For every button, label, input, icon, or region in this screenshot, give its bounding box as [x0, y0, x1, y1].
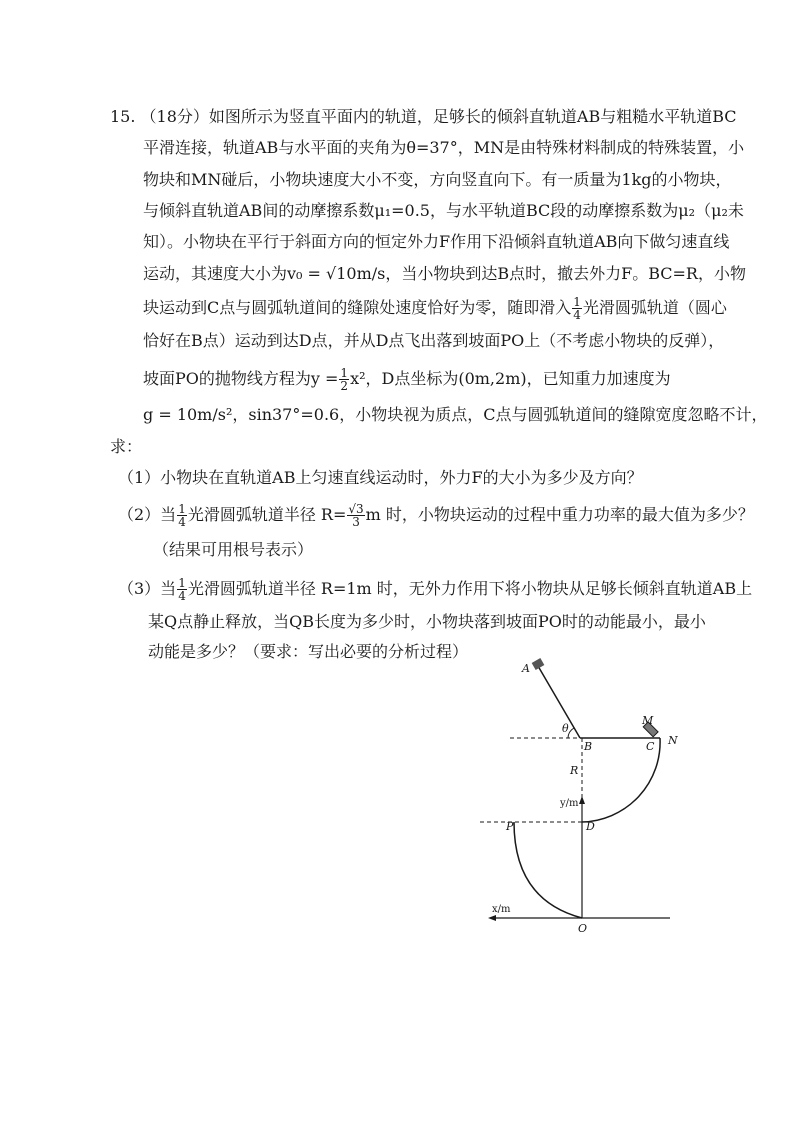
track-diagram — [470, 650, 700, 940]
part-2-note: （结果可用根号表示） — [153, 540, 314, 559]
question-line-9 — [143, 367, 671, 392]
label-c: C — [646, 740, 655, 753]
question-line-6: 运动，其速度大小为v₀ = √10m/s，当小物块到达B点时，撤去外力F。BC=R，小物 — [143, 264, 746, 283]
part-1: （1）小物块在直轨道AB上匀速直线运动时，外力F的大小为多少及方向？ — [118, 468, 643, 487]
fraction-root3-over-3: $\frac{√3}{3}$ — [348, 502, 364, 529]
part-2 — [118, 503, 754, 528]
question-points: （18分） — [140, 107, 209, 126]
question-text-1: 如图所示为竖直平面内的轨道，足够长的倾斜直轨道AB与粗糙水平轨道BC — [208, 107, 737, 126]
part-2-c: m 时，小物块运动的过程中重力功率的最大值为多少？ — [365, 505, 754, 524]
question-text-7b: 光滑圆弧轨道（圆心 — [582, 298, 727, 317]
label-p: P — [506, 820, 514, 833]
question-number: 15. — [110, 107, 136, 126]
label-x-axis: x/m — [492, 904, 511, 915]
label-m: M — [642, 714, 654, 727]
question-text-9b: x²，D点坐标为(0m,2m)，已知重力加速度为 — [350, 369, 671, 388]
part-2-b: 光滑圆弧轨道半径 R= — [187, 505, 347, 524]
fraction-quarter: $\frac{1}{4}$ — [573, 295, 581, 322]
label-d: D — [586, 820, 595, 833]
part-3 — [118, 577, 752, 602]
x-axis-arrow — [488, 915, 496, 921]
label-o: O — [578, 922, 588, 935]
y-axis-arrow — [579, 796, 585, 804]
fraction-quarter-2: $\frac{1}{4}$ — [178, 502, 186, 529]
label-b: B — [584, 740, 593, 753]
question-line-3: 物块和MN碰后，小物块速度大小不变，方向竖直向下。有一质量为1kg的小物块， — [143, 170, 732, 189]
block-a — [532, 658, 545, 670]
label-theta: θ — [562, 722, 569, 735]
question-line-10: g = 10m/s²，sin37°=0.6，小物块视为质点，C点与圆弧轨道间的缝隙宽度忽略不计， — [143, 405, 768, 424]
part-3-b: 光滑圆弧轨道半径 R=1m 时，无外力作用下将小物块从足够长倾斜直轨道AB上 — [187, 579, 753, 598]
part-3-line-3: 动能是多少？（要求：写出必要的分析过程） — [148, 642, 469, 661]
part-3-a: （3）当 — [118, 579, 177, 598]
question-line-5: 知）。小物块在平行于斜面方向的恒定外力F作用下沿倾斜直轨道AB向下做匀速直线 — [143, 232, 730, 251]
part-2-a: （2）当 — [118, 505, 177, 524]
question-text-7a: 块运动到C点与圆弧轨道间的缝隙处速度恰好为零，随即滑入 — [143, 298, 572, 317]
incline-ab — [538, 666, 580, 738]
slope-po — [514, 822, 582, 918]
question-line-2: 平滑连接，轨道AB与水平面的夹角为θ=37°，MN是由特殊材料制成的特殊装置，小 — [143, 138, 745, 157]
question-line-4: 与倾斜直轨道AB间的动摩擦系数μ₁=0.5，与水平轨道BC段的动摩擦系数为μ₂（μ₂未 — [143, 201, 744, 220]
label-a: A — [522, 662, 530, 675]
label-r: R — [570, 764, 579, 777]
question-line-11: 求： — [110, 437, 143, 456]
label-n: N — [668, 734, 678, 747]
question-line-1 — [110, 107, 737, 127]
question-line-8: 恰好在B点）运动到达D点，并从D点飞出落到坡面PO上（不考虑小物块的反弹）， — [143, 331, 725, 350]
question-text-9a: 坡面PO的抛物线方程为y = — [143, 369, 339, 388]
part-3-line-2: 某Q点静止释放，当QB长度为多少时，小物块落到坡面PO时的动能最小，最小 — [148, 612, 706, 631]
label-y-axis: y/m — [560, 798, 579, 809]
theta-arc — [568, 728, 574, 738]
fraction-half: $\frac{1}{2}$ — [340, 366, 349, 393]
fraction-quarter-3: $\frac{1}{4}$ — [178, 576, 186, 603]
question-line-7 — [143, 296, 727, 321]
